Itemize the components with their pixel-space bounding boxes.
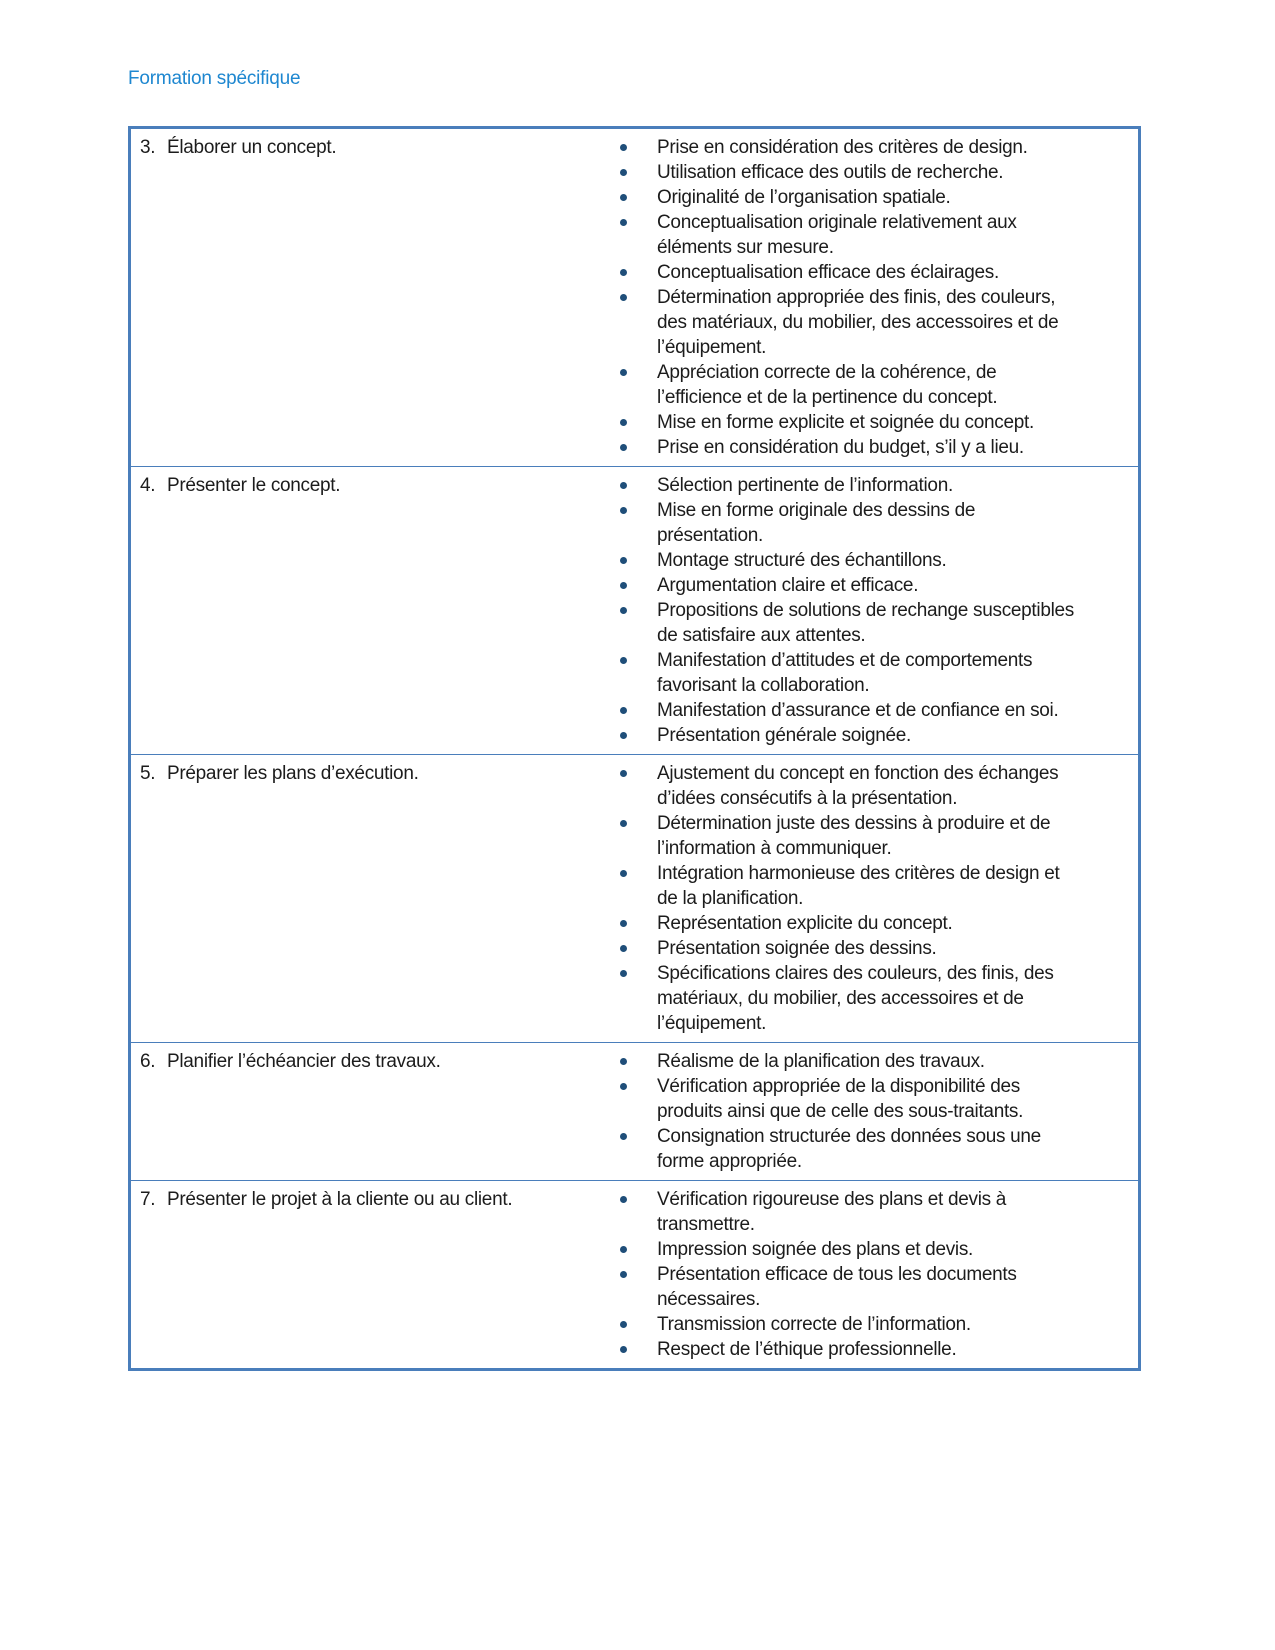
criteria-item <box>613 260 1130 285</box>
criteria-cell <box>613 1043 1138 1180</box>
criteria-item <box>613 548 1130 573</box>
criteria-item <box>613 1337 1130 1362</box>
objective-cell <box>131 1181 613 1368</box>
criteria-text: Mise en forme originale des dessins de présentation. <box>657 500 976 546</box>
objective-number: 3. <box>140 137 156 158</box>
objective-cell <box>131 755 613 1042</box>
bullet-icon <box>620 1271 627 1278</box>
objective-cell <box>131 467 613 754</box>
criteria-text: Consignation structurée des données sous une forme appropriée. <box>657 1126 1041 1172</box>
criteria-text: Conceptualisation efficace des éclairages. <box>657 262 999 283</box>
criteria-item <box>613 761 1130 811</box>
criteria-item <box>613 598 1130 648</box>
criteria-item <box>613 210 1130 260</box>
criteria-item <box>613 573 1130 598</box>
bullet-icon <box>620 1321 627 1328</box>
criteria-text: Vérification rigoureuse des plans et devis à transmettre. <box>657 1189 1007 1235</box>
criteria-text: Intégration harmonieuse des critères de design et de la planification. <box>657 863 1060 909</box>
objective-label: Préparer les plans d’exécution. <box>167 763 419 784</box>
bullet-icon <box>620 820 627 827</box>
criteria-text: Représentation explicite du concept. <box>657 913 953 934</box>
bullet-icon <box>620 945 627 952</box>
objective-label: Planifier l’échéancier des travaux. <box>167 1051 441 1072</box>
table-row <box>131 129 1138 466</box>
criteria-item <box>613 185 1130 210</box>
objective-cell <box>131 1043 613 1180</box>
objective-cell <box>131 129 613 466</box>
criteria-text: Prise en considération du budget, s’il y a lieu. <box>657 437 1024 458</box>
objective-number: 4. <box>140 475 156 496</box>
criteria-cell <box>613 755 1138 1042</box>
criteria-text: Manifestation d’attitudes et de comportements favorisant la collaboration. <box>657 650 1033 696</box>
table-row <box>131 754 1138 1042</box>
criteria-text: Manifestation d’assurance et de confiance en soi. <box>657 700 1059 721</box>
table-row <box>131 1042 1138 1180</box>
criteria-item <box>613 723 1130 748</box>
criteria-text: Présentation générale soignée. <box>657 725 912 746</box>
criteria-list <box>613 761 1130 1036</box>
criteria-cell <box>613 129 1138 466</box>
criteria-text: Détermination juste des dessins à produire et de l’information à communiquer. <box>657 813 1051 859</box>
criteria-item <box>613 135 1130 160</box>
bullet-icon <box>620 269 627 276</box>
criteria-list <box>613 473 1130 748</box>
criteria-item <box>613 1187 1130 1237</box>
objective-number: 5. <box>140 763 156 784</box>
criteria-item <box>613 961 1130 1036</box>
competency-table <box>128 126 1141 1371</box>
criteria-item <box>613 498 1130 548</box>
objective-label: Élaborer un concept. <box>167 137 337 158</box>
bullet-icon <box>620 1058 627 1065</box>
criteria-text: Sélection pertinente de l’information. <box>657 475 953 496</box>
criteria-cell <box>613 1181 1138 1368</box>
criteria-item <box>613 698 1130 723</box>
objective-number: 7. <box>140 1189 156 1210</box>
criteria-item <box>613 1312 1130 1337</box>
criteria-item <box>613 936 1130 961</box>
bullet-icon <box>620 1083 627 1090</box>
criteria-item <box>613 1237 1130 1262</box>
criteria-text: Appréciation correcte de la cohérence, de l’efficience et de la pertinence du concept. <box>657 362 998 408</box>
criteria-list <box>613 135 1130 460</box>
criteria-text: Réalisme de la planification des travaux. <box>657 1051 985 1072</box>
criteria-item <box>613 1049 1130 1074</box>
objective-number: 6. <box>140 1051 156 1072</box>
criteria-text: Propositions de solutions de rechange susceptibles de satisfaire aux attentes. <box>657 600 1074 646</box>
bullet-icon <box>620 144 627 151</box>
criteria-item <box>613 473 1130 498</box>
criteria-item <box>613 648 1130 698</box>
criteria-item <box>613 861 1130 911</box>
bullet-icon <box>620 369 627 376</box>
criteria-text: Ajustement du concept en fonction des échanges d’idées consécutifs à la présentation. <box>657 763 1059 809</box>
table-row <box>131 1180 1138 1368</box>
bullet-icon <box>620 1133 627 1140</box>
objective-label: Présenter le projet à la cliente ou au client. <box>167 1189 513 1210</box>
bullet-icon <box>620 194 627 201</box>
bullet-icon <box>620 219 627 226</box>
criteria-item <box>613 911 1130 936</box>
criteria-item <box>613 160 1130 185</box>
bullet-icon <box>620 870 627 877</box>
criteria-list <box>613 1187 1130 1362</box>
criteria-text: Présentation soignée des dessins. <box>657 938 937 959</box>
bullet-icon <box>620 1346 627 1353</box>
criteria-text: Présentation efficace de tous les documents nécessaires. <box>657 1264 1017 1310</box>
bullet-icon <box>620 482 627 489</box>
criteria-text: Utilisation efficace des outils de recherche. <box>657 162 1004 183</box>
bullet-icon <box>620 557 627 564</box>
bullet-icon <box>620 1246 627 1253</box>
criteria-text: Détermination appropriée des finis, des couleurs, des matériaux, du mobilier, des accessoires et de l’équipement. <box>657 287 1059 358</box>
bullet-icon <box>620 419 627 426</box>
bullet-icon <box>620 707 627 714</box>
criteria-text: Spécifications claires des couleurs, des finis, des matériaux, du mobilier, des accessoires et de l’équipement. <box>657 963 1054 1034</box>
table-row <box>131 466 1138 754</box>
criteria-text: Argumentation claire et efficace. <box>657 575 919 596</box>
bullet-icon <box>620 732 627 739</box>
bullet-icon <box>620 582 627 589</box>
criteria-item <box>613 1262 1130 1312</box>
objective-label: Présenter le concept. <box>167 475 341 496</box>
criteria-item <box>613 1124 1130 1174</box>
criteria-item <box>613 410 1130 435</box>
bullet-icon <box>620 294 627 301</box>
criteria-list <box>613 1049 1130 1174</box>
criteria-item <box>613 811 1130 861</box>
bullet-icon <box>620 1196 627 1203</box>
criteria-text: Impression soignée des plans et devis. <box>657 1239 974 1260</box>
bullet-icon <box>620 970 627 977</box>
bullet-icon <box>620 169 627 176</box>
criteria-text: Vérification appropriée de la disponibilité des produits ainsi que de celle des sous-traitants. <box>657 1076 1024 1122</box>
bullet-icon <box>620 920 627 927</box>
criteria-text: Transmission correcte de l’information. <box>657 1314 971 1335</box>
criteria-text: Respect de l’éthique professionnelle. <box>657 1339 957 1360</box>
bullet-icon <box>620 770 627 777</box>
criteria-item <box>613 285 1130 360</box>
criteria-item <box>613 1074 1130 1124</box>
criteria-item <box>613 360 1130 410</box>
criteria-item <box>613 435 1130 460</box>
bullet-icon <box>620 657 627 664</box>
criteria-text: Originalité de l’organisation spatiale. <box>657 187 951 208</box>
section-heading: Formation spécifique <box>128 68 301 89</box>
criteria-text: Prise en considération des critères de design. <box>657 137 1028 158</box>
criteria-text: Conceptualisation originale relativement aux éléments sur mesure. <box>657 212 1017 258</box>
bullet-icon <box>620 507 627 514</box>
bullet-icon <box>620 444 627 451</box>
criteria-text: Montage structuré des échantillons. <box>657 550 947 571</box>
criteria-cell <box>613 467 1138 754</box>
bullet-icon <box>620 607 627 614</box>
criteria-text: Mise en forme explicite et soignée du concept. <box>657 412 1034 433</box>
